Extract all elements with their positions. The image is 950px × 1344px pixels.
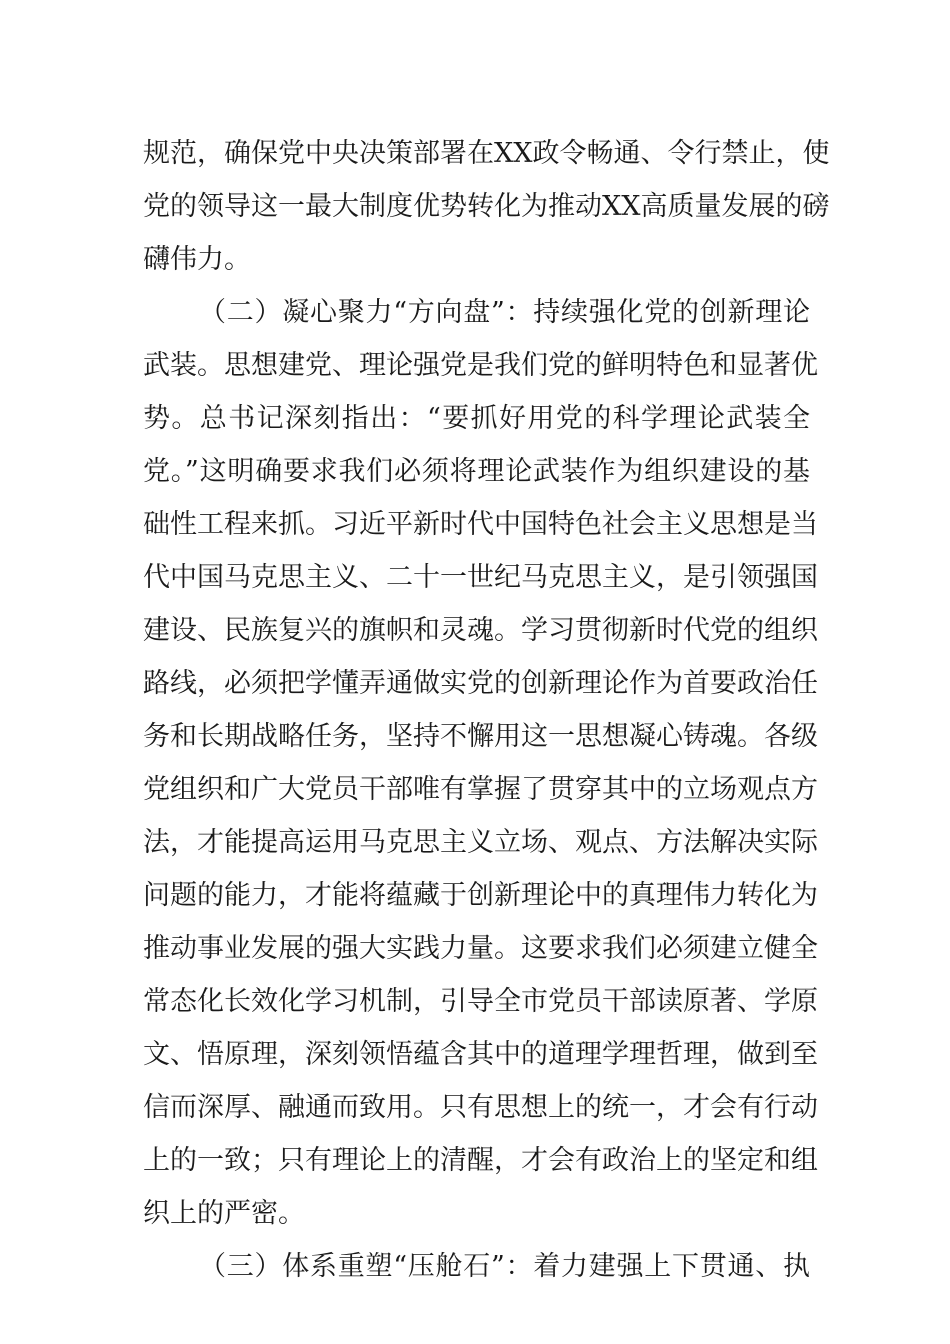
paragraph-line: 代中国马克思主义、二十一世纪马克思主义，是引领强国 [143,562,818,593]
section-heading-line: （三）体系重塑“压舱石”：着力建强上下贯通、执 [199,1251,810,1282]
paragraph-line: 建设、民族复兴的旗帜和灵魂。学习贯彻新时代党的组织 [143,615,818,646]
paragraph-line: 常态化长效化学习机制，引导全市党员干部读原著、学原 [143,986,818,1017]
paragraph-line: 法，才能提高运用马克思主义立场、观点、方法解决实际 [143,827,818,858]
paragraph-line: 推动事业发展的强大实践力量。这要求我们必须建立健全 [143,933,818,964]
paragraph-line: 路线，必须把学懂弄通做实党的创新理论作为首要政治任 [143,668,818,699]
section-heading-line: （二）凝心聚力“方向盘”：持续强化党的创新理论 [199,297,810,328]
paragraph-line: 础性工程来抓。习近平新时代中国特色社会主义思想是当 [143,509,818,540]
paragraph-line: 务和长期战略任务，坚持不懈用这一思想凝心铸魂。各级 [143,721,818,752]
paragraph-line: 党。”这明确要求我们必须将理论武装作为组织建设的基 [143,456,810,487]
paragraph-line: 武装。思想建党、理论强党是我们党的鲜明特色和显著优 [143,350,818,381]
paragraph-line: 势。总书记深刻指出：“要抓好用党的科学理论武装全 [143,403,810,434]
paragraph-line: 信而深厚、融通而致用。只有思想上的统一，才会有行动 [143,1092,818,1123]
paragraph-line: 文、悟原理，深刻领悟蕴含其中的道理学理哲理，做到至 [143,1039,818,1070]
paragraph-line: 问题的能力，才能将蕴藏于创新理论中的真理伟力转化为 [143,880,818,911]
paragraph-line: 织上的严密。 [143,1198,305,1229]
paragraph-line: 党的领导这一最大制度优势转化为推动XX高质量发展的磅 [143,191,830,222]
paragraph-line: 礴伟力。 [143,244,251,275]
paragraph-line: 党组织和广大党员干部唯有掌握了贯穿其中的立场观点方 [143,774,818,805]
document-body [143,127,830,1293]
paragraph-line: 上的一致；只有理论上的清醒，才会有政治上的坚定和组 [143,1145,818,1176]
paragraph-line: 规范，确保党中央决策部署在XX政令畅通、令行禁止，使 [143,138,830,169]
